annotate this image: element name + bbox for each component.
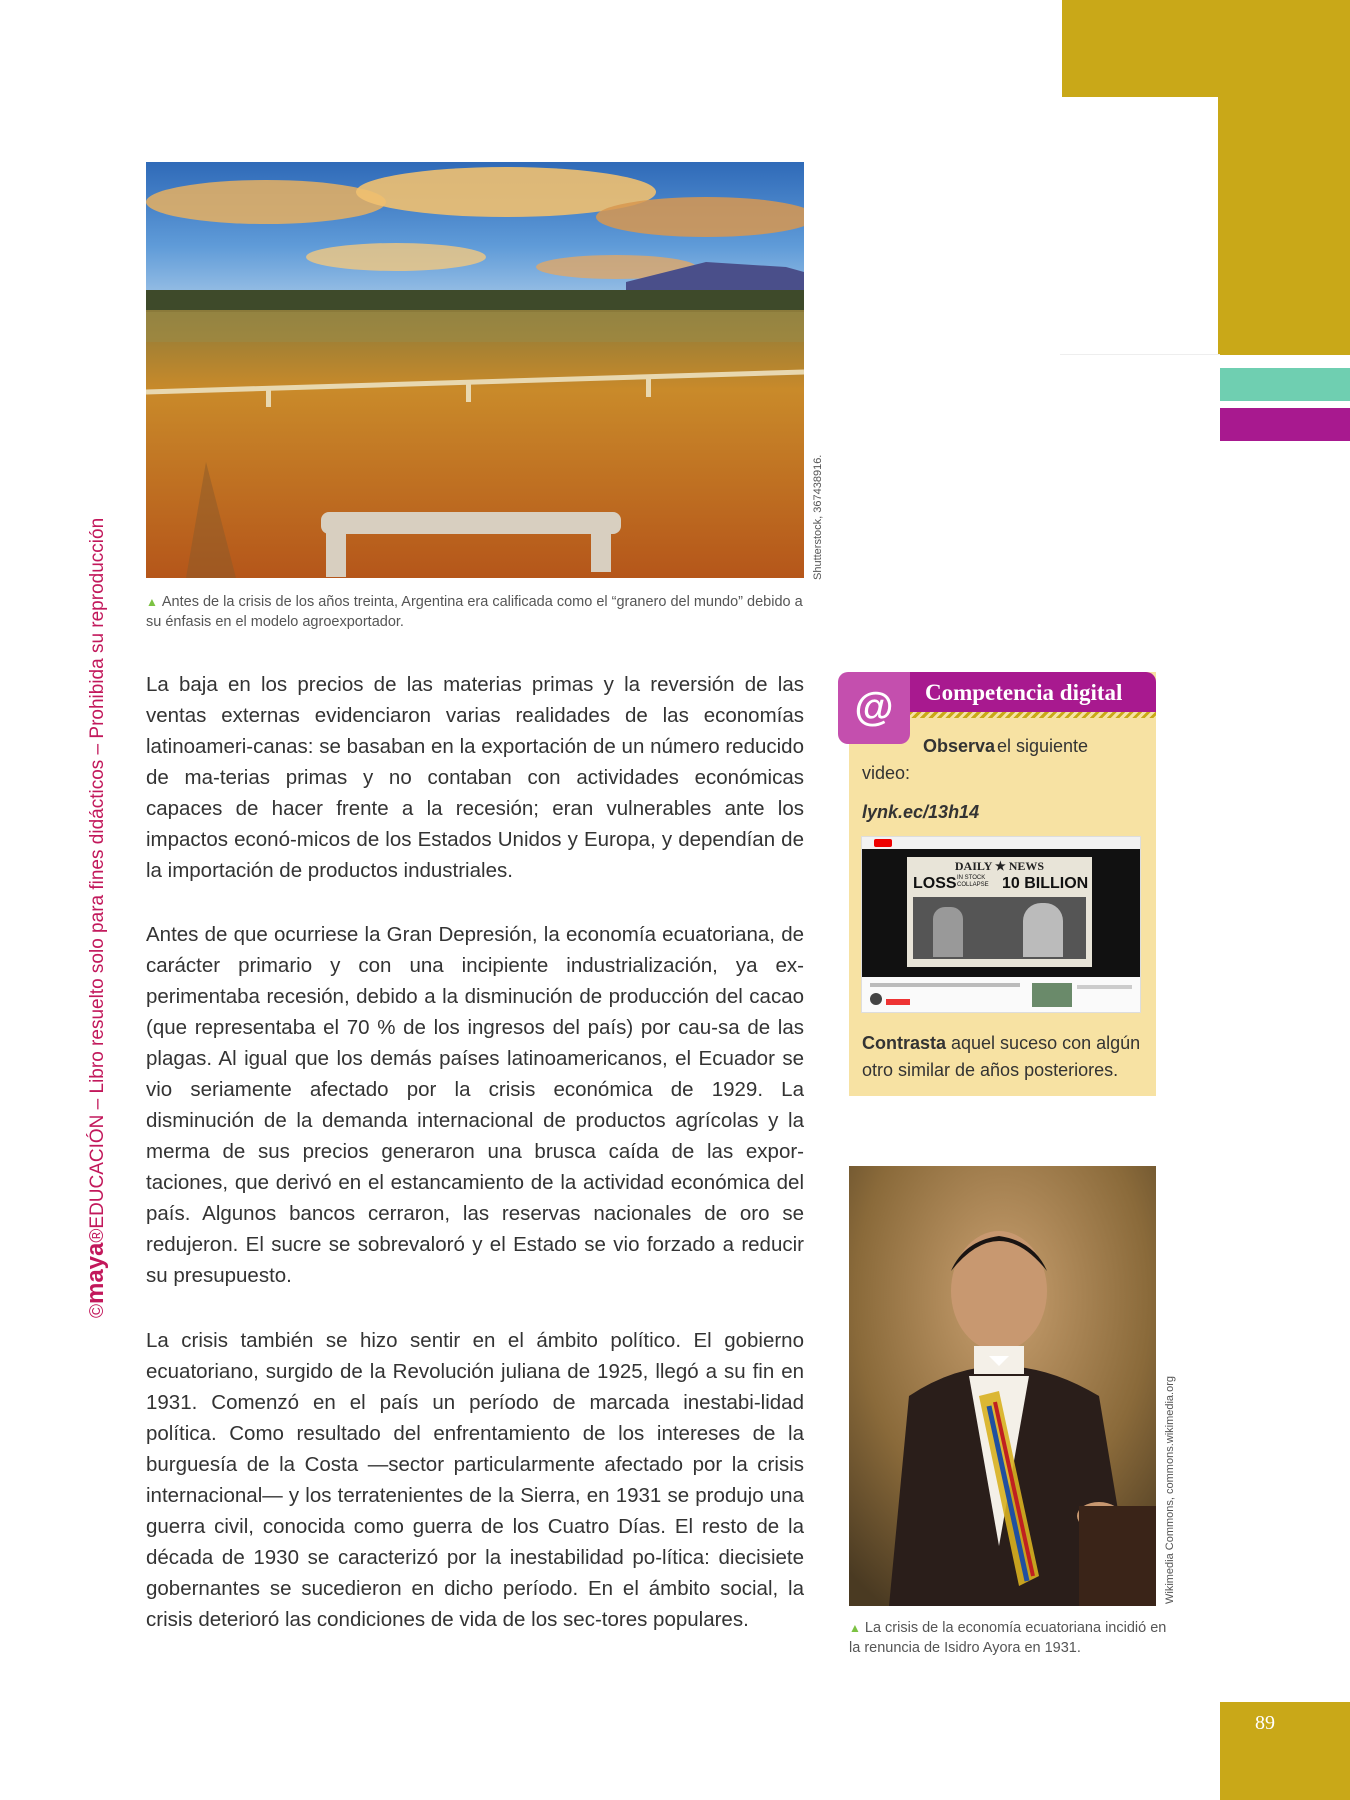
related-video-thumb[interactable] <box>1032 983 1072 1007</box>
figure1-caption-text: Antes de la crisis de los años treinta, Argentina era calificada como el “granero del mundo” debido a su énfasis en el modelo agroexportador. <box>146 594 803 630</box>
video-info-bar <box>862 977 1140 1012</box>
copyright-text: ®EDUCACIÓN – Libro resuelto solo para fines didácticos – Prohibida su reproducción <box>87 517 108 1243</box>
gold-corner-block <box>1062 0 1350 97</box>
video-topbar <box>862 837 1140 849</box>
magenta-tab <box>1220 408 1350 441</box>
headline-loss: LOSS <box>913 875 957 892</box>
contrasta-bold: Contrasta <box>862 1033 947 1053</box>
photo-credit-wikimedia: Wikimedia Commons, commons.wikimedia.org <box>1164 1375 1176 1604</box>
masthead-daily: DAILY <box>954 859 992 873</box>
landscape-photo <box>146 162 804 578</box>
headline-collapse-line: COLLAPSE <box>957 882 989 888</box>
body-paragraph-1: La baja en los precios de las materias primas y la reversión de las ventas externas evidenciaron varias realidades de las economías latinoameri-canas: se basaban en la exportación de un número reducido de ma-terias primas y no contaban con actividades económicas capaces de hacer frente a la recesión; eran vulnerables ante los impactos econó-micos de los Estados Unidos y Europa, y dependían de la importación de productos industriales. <box>146 673 804 882</box>
header-stripe <box>909 712 1156 718</box>
video-link[interactable]: lynk.ec/13h14 <box>862 802 980 822</box>
body-paragraph-3: La crisis también se hizo sentir en el ámbito político. El gobierno ecuatoriano, surgido de la Revolución juliana de 1925, llegó a su fin en 1931. Comenzó en el país un período de marcada inestabi-lidad política. Como resultado del enfrentamiento de los intereses de la burguesía de la Costa —sector particularmente afectado por la crisis internacional— y los terratenientes de la Sierra, en 1931 se produjo una guerra civil, conocida como guerra de los Cuatro Días. El resto de la década de 1930 se caracterizó por la inestabilidad po-lítica: diecisiete gobernantes se sucedieron en dicho período. En el ámbito social, la crisis deterioró las condiciones de vida de los sec-tores populares. <box>146 1329 804 1631</box>
observa-bold: Observa <box>923 736 996 756</box>
subscribe-button[interactable] <box>886 999 910 1005</box>
brand-logo-text: maya <box>82 1242 109 1304</box>
copyright-symbol: © <box>87 1304 108 1318</box>
newspaper-masthead: DAILY ★ NEWS <box>954 859 1045 873</box>
teal-tab <box>1220 368 1350 401</box>
observa-video-word: video: <box>862 763 911 783</box>
headline-billion: 10 BILLION <box>1002 875 1089 892</box>
caption-triangle-icon: ▲ <box>849 1621 861 1635</box>
copyright-sidebar <box>82 518 110 1318</box>
observa-rest: el siguiente <box>997 736 1089 756</box>
figure2-caption <box>849 1618 1169 1658</box>
page-number: 89 <box>1255 1712 1275 1734</box>
newspaper-photo <box>913 897 1086 959</box>
contrasta-instruction <box>862 1030 1147 1084</box>
headline-in-stock <box>957 875 989 889</box>
masthead-news: NEWS <box>1008 859 1045 873</box>
isidro-ayora-portrait <box>849 1166 1156 1606</box>
observa-rest-wrap <box>997 733 1088 760</box>
related-title-placeholder <box>1077 985 1132 989</box>
youtube-logo-icon <box>874 839 892 847</box>
channel-avatar <box>870 993 882 1005</box>
video-player[interactable] <box>862 849 1140 977</box>
divider-line <box>1060 354 1220 355</box>
figure-silhouette <box>1023 903 1063 957</box>
contrasta-rest: aquel suceso con algún otro similar de años posteriores. <box>862 1033 1141 1080</box>
competencia-title: Competencia digital <box>925 680 1123 705</box>
body-paragraph-2: Antes de que ocurriese la Gran Depresión, la economía ecuatoriana, de carácter primario y con una incipiente industrialización, ya ex-perimentaba recesión, debido a la disminución de producción del cacao (que representaba el 70 % de los ingresos del país) por cau-sa de las plagas. Al igual que los demás países latinoamericanos, el Ecuador se vio seriamente afectado por la crisis económica de 1929. La disminución de la demanda internacional de productos agrícolas y la merma de sus precios generaron una brusca caída de las expor-taciones, que derivó en el estancamiento de la actividad económica del país. Algunos bancos cerraron, las reservas nacionales de oro se redujeron. El sucre se sobrevaloró y el Estado se vio forzado a reducir su presupuesto. <box>146 923 804 1287</box>
figure2-caption-text: La crisis de la economía ecuatoriana incidió en la renuncia de Isidro Ayora en 1931. <box>849 1620 1167 1656</box>
headline-in-stock-line: IN STOCK <box>957 875 986 881</box>
photo-credit-shutterstock: Shutterstock, 367438916. <box>812 454 824 580</box>
newspaper-image <box>907 857 1092 967</box>
caption-triangle-icon: ▲ <box>146 595 158 609</box>
video-title-placeholder <box>870 983 1020 987</box>
figure-silhouette <box>933 907 963 957</box>
observa-instruction <box>923 733 995 760</box>
gold-side-block <box>1218 97 1350 355</box>
figure1-caption <box>146 592 812 632</box>
video-thumbnail[interactable] <box>861 836 1141 1013</box>
at-sign-icon: @ <box>838 672 910 744</box>
